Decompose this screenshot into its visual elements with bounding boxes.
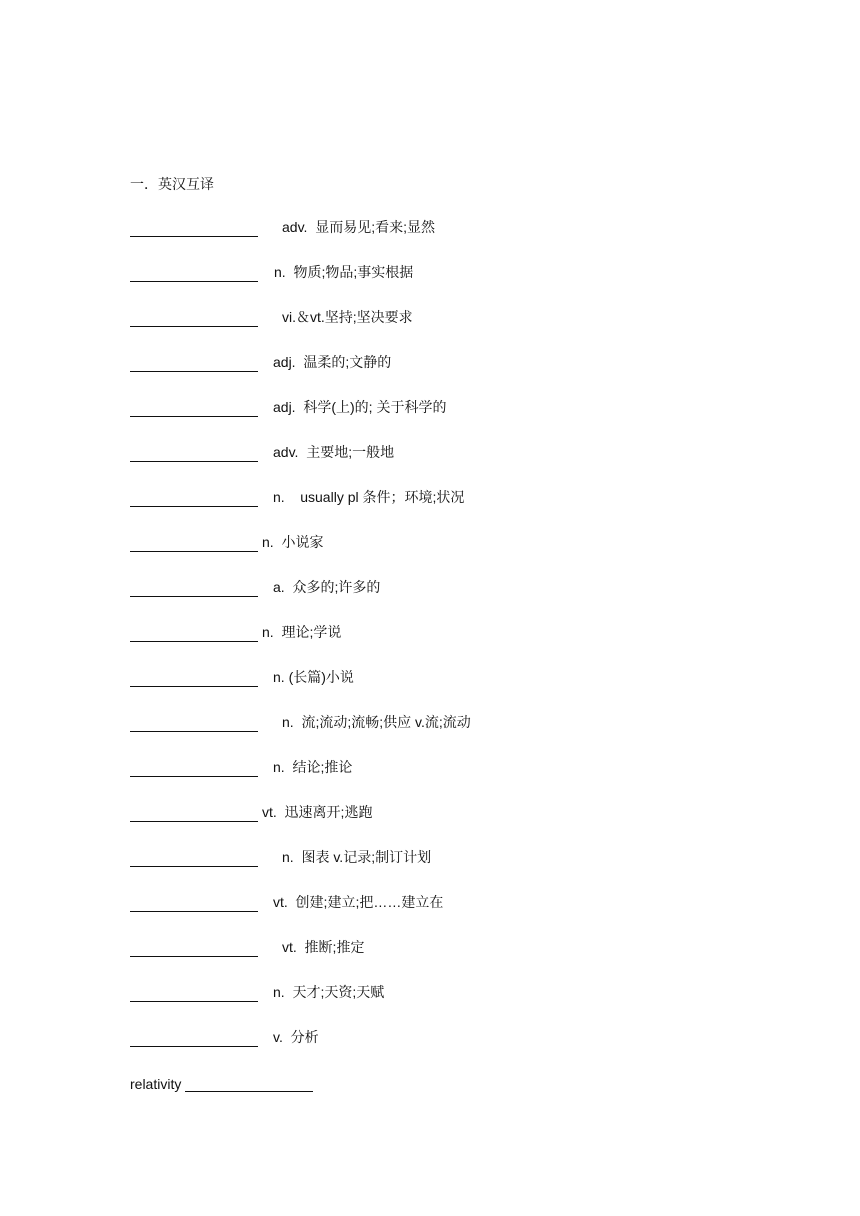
answer-blank[interactable]: [130, 312, 258, 327]
definition-text: n. 小说家: [262, 534, 324, 550]
definition-text: n. (长篇)小说: [273, 669, 354, 685]
answer-blank[interactable]: [130, 897, 258, 912]
definition-text: n. usually pl 条件；环境;状况: [273, 489, 465, 505]
answer-blank[interactable]: [130, 672, 258, 687]
list-item: [130, 622, 341, 642]
list-item: [130, 262, 413, 282]
definition-text: n. 结论;推论: [273, 759, 353, 775]
list-item: [130, 577, 380, 597]
list-item: [130, 217, 435, 237]
list-item: [130, 982, 384, 1002]
answer-blank[interactable]: [130, 807, 258, 822]
answer-blank[interactable]: [130, 537, 258, 552]
answer-blank[interactable]: [130, 717, 258, 732]
definition-text: n. 物质;物品;事实根据: [274, 264, 414, 280]
list-item: [130, 442, 394, 462]
answer-blank[interactable]: [130, 852, 258, 867]
definition-text: vt. 推断;推定: [282, 939, 365, 955]
definition-text: n. 理论;学说: [262, 624, 342, 640]
definition-text: adv. 主要地;一般地: [273, 444, 395, 460]
answer-blank[interactable]: [130, 222, 258, 237]
answer-blank[interactable]: [130, 267, 258, 282]
definition-text: vt. 创建;建立;把……建立在: [273, 894, 444, 910]
definition-text: vi.＆vt.坚持;坚决要求: [282, 309, 413, 325]
answer-blank[interactable]: [130, 402, 258, 417]
answer-blank[interactable]: [130, 1032, 258, 1047]
definition-text: n. 流;流动;流畅;供应 v.流;流动: [282, 714, 471, 730]
answer-blank[interactable]: [130, 987, 258, 1002]
word-text: relativity: [130, 1076, 182, 1092]
answer-blank[interactable]: [185, 1077, 313, 1092]
list-item: [130, 847, 431, 867]
definition-text: vt. 迅速离开;逃跑: [262, 804, 373, 820]
definition-text: v. 分析: [273, 1029, 319, 1045]
list-item: [130, 937, 364, 957]
definition-text: adv. 显而易见;看来;显然: [282, 219, 435, 235]
definition-text: adj. 温柔的;文静的: [273, 354, 392, 370]
list-item: [130, 892, 443, 912]
definition-text: n. 天才;天资;天赋: [273, 984, 385, 1000]
list-item: [130, 352, 391, 372]
list-item: [130, 487, 464, 507]
list-item: [130, 532, 323, 552]
section-heading: 一．英汉互译: [130, 176, 214, 192]
list-item: [130, 757, 352, 777]
answer-blank[interactable]: [130, 357, 258, 372]
list-item: [130, 802, 372, 822]
answer-blank[interactable]: [130, 492, 258, 507]
answer-blank[interactable]: [130, 762, 258, 777]
answer-blank[interactable]: [130, 627, 258, 642]
definition-text: n. 图表 v.记录;制订计划: [282, 849, 432, 865]
answer-blank[interactable]: [130, 942, 258, 957]
answer-blank[interactable]: [130, 582, 258, 597]
list-item: [130, 712, 471, 732]
definition-text: a. 众多的;许多的: [273, 579, 381, 595]
list-item: [130, 1072, 313, 1092]
list-item: [130, 1027, 319, 1047]
list-item: [130, 397, 446, 417]
list-item: [130, 667, 354, 687]
answer-blank[interactable]: [130, 447, 258, 462]
list-item: [130, 307, 413, 327]
definition-text: adj. 科学(上)的; 关于科学的: [273, 399, 447, 415]
